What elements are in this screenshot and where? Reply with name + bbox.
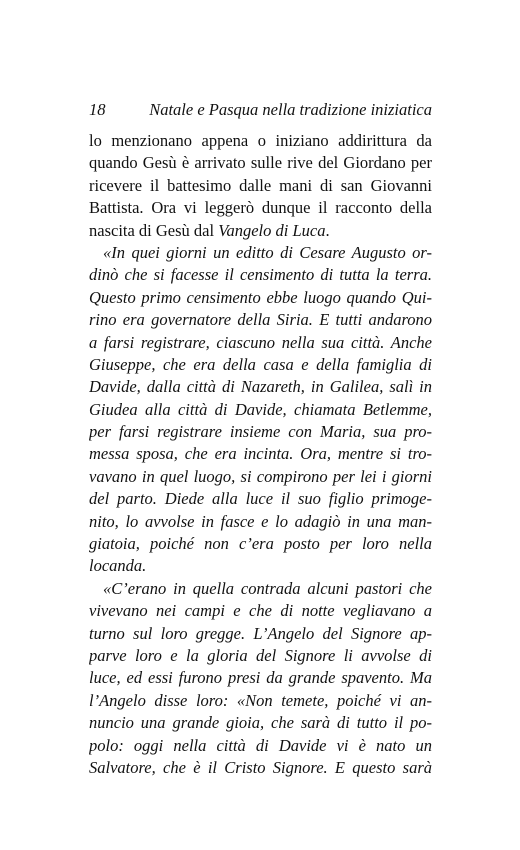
- paragraph-1-last-line-suffix: .: [325, 220, 330, 240]
- quote-paragraph-1-line: a farsi registrare, ciascuno nella sua città. Anche: [89, 332, 432, 352]
- quote-paragraph-2-line: «C’erano in quella contrada alcuni pastori che: [103, 578, 432, 598]
- quote-paragraph-2-line: parve loro e la gloria del Signore li avvolse di: [89, 645, 432, 665]
- quote-paragraph-1-line: vavano in quel luogo, si compirono per lei i giorni: [89, 466, 432, 486]
- paragraph-1-last-line: [89, 220, 432, 242]
- quote-paragraph-2-line: turno sul loro gregge. L’Angelo del Signore ap-: [89, 623, 432, 643]
- quote-paragraph-2-line: Salvatore, che è il Cristo Signore. E questo sarà: [89, 757, 432, 777]
- page-header: [89, 99, 432, 121]
- body-text: [89, 130, 432, 779]
- book-page: [89, 0, 432, 850]
- quote-paragraph-1-line: giatoia, poiché non c’era posto per loro nella: [89, 534, 432, 554]
- quote-paragraph-1-line: Davide, dalla città di Nazareth, in Galilea, salì in: [89, 377, 432, 397]
- paragraph-1-line: quando Gesù è arrivato sulle rive del Giordano per: [89, 153, 432, 173]
- quote-paragraph-1-last-line: locanda.: [89, 556, 147, 576]
- paragraph-1-line: lo menzionano appena o iniziano addirittura da: [89, 131, 432, 150]
- quote-paragraph-1-line: Questo primo censimento ebbe luogo quando Qui-: [89, 287, 432, 307]
- paragraph-1-line: ricevere il battesimo dalle mani di san Giovanni: [89, 175, 432, 195]
- quote-paragraph-1-line: Giuseppe, che era della casa e della famiglia di: [89, 354, 432, 374]
- quote-paragraph-1-line: «In quei giorni un editto di Cesare Augusto or-: [103, 242, 432, 262]
- quote-paragraph-2-line: vivevano nei campi e che di notte vegliavano a: [89, 601, 432, 621]
- paragraph-1-last-line-prefix: nascita di Gesù dal: [89, 220, 219, 240]
- quote-paragraph-1-line: messa sposa, che era incinta. Ora, mentre si tro-: [89, 444, 432, 464]
- quote-paragraph-1-line: rino era governatore della Siria. E tutti andarono: [89, 310, 432, 330]
- quote-paragraph-1-line: nito, lo avvolse in fasce e lo adagiò in una man-: [89, 511, 432, 531]
- gospel-title: Vangelo di Luca: [218, 220, 326, 240]
- paragraph-1-line: Battista. Ora vi leggerò dunque il racconto della: [89, 198, 432, 218]
- quote-paragraph-2-line: l’Angelo disse loro: «Non temete, poiché vi an-: [89, 690, 432, 710]
- quote-paragraph-1-line: per farsi registrare insieme con Maria, sua pro-: [89, 422, 432, 442]
- page-number: 18: [89, 100, 106, 119]
- running-title: Natale e Pasqua nella tradizione iniziatica: [149, 100, 432, 119]
- quote-paragraph-1-line: Giudea alla città di Davide, chiamata Betlemme,: [89, 399, 432, 419]
- quote-paragraph-2-line: polo: oggi nella città di Davide vi è nato un: [89, 735, 432, 755]
- quote-paragraph-2-line: luce, ed essi furono presi da grande spavento. Ma: [89, 668, 432, 688]
- quote-paragraph-2-line: nuncio una grande gioia, che sarà di tutto il po-: [89, 713, 432, 733]
- quote-paragraph-1-line: dinò che si facesse il censimento di tutta la terra.: [89, 265, 432, 285]
- quote-paragraph-1-line: del parto. Diede alla luce il suo figlio primoge-: [89, 489, 432, 509]
